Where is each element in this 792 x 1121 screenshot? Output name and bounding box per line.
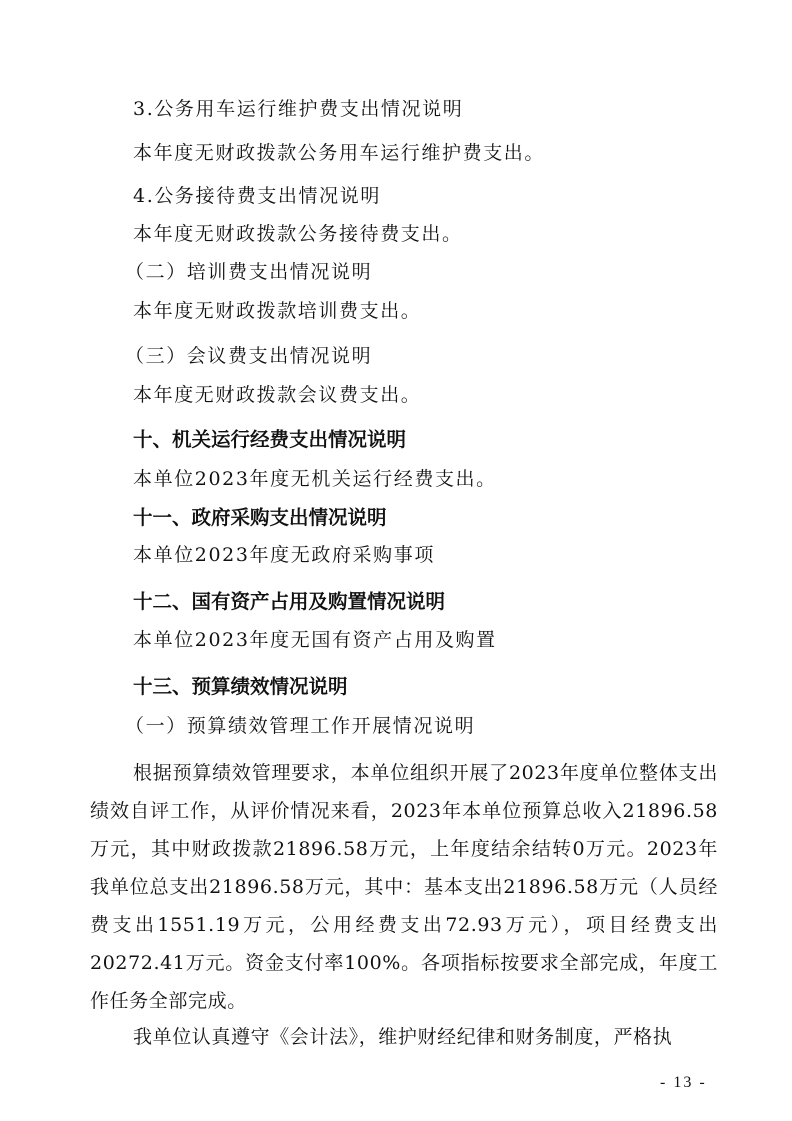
subsection-official-vehicle-text: 本年度无财政拨款公务用车运行维护费支出。 — [133, 142, 546, 164]
section-10-text: 本单位2023年度无机关运行经费支出。 — [133, 468, 497, 490]
performance-paragraph-text: 根据预算绩效管理要求，本单位组织开展了2023年度单位整体支出绩效自评工作，从评价情况来看，2023年本单位预算总收入21896.58万元，其中财政拨款21896.58万元，上年度结余结转0万元。2023年我单位总支出21896.58万元，其中：基本支出21896.58万元（人员经费支出1551.19万元，公用经费支出72.93万元），项目经费支出20272.41万元。资金支付率100%。各项指标按要求全部完成，年度工作任务全部完成。 — [90, 762, 718, 1012]
compliance-paragraph — [90, 1018, 718, 1056]
subsection-training-text: 本年度无财政拨款培训费支出。 — [133, 300, 422, 322]
section-12-text: 本单位2023年度无国有资产占用及购置 — [133, 629, 497, 651]
subsection-meeting-heading: （三）会议费支出情况说明 — [125, 345, 373, 367]
subsection-training-heading: （二）培训费支出情况说明 — [125, 261, 373, 283]
subsection-performance-heading: （一）预算绩效管理工作开展情况说明 — [125, 715, 476, 737]
subsection-meeting-text: 本年度无财政拨款会议费支出。 — [133, 384, 422, 406]
page-number: - 13 - — [660, 1074, 707, 1091]
subsection-reception-heading: 4.公务接待费支出情况说明 — [133, 185, 381, 207]
section-12-heading: 十二、国有资产占用及购置情况说明 — [133, 590, 446, 613]
section-10-heading: 十、机关运行经费支出情况说明 — [133, 428, 407, 451]
subsection-official-vehicle-heading: 3.公务用车运行维护费支出情况说明 — [133, 98, 464, 120]
subsection-reception-text: 本年度无财政拨款公务接待费支出。 — [133, 223, 463, 245]
compliance-paragraph-text: 我单位认真遵守《会计法》，维护财经纪律和财务制度，严格执 — [133, 1026, 673, 1048]
section-11-heading: 十一、政府采购支出情况说明 — [133, 506, 387, 529]
performance-paragraph — [90, 754, 718, 1020]
section-13-heading: 十三、预算绩效情况说明 — [133, 675, 348, 698]
section-11-text: 本单位2023年度无政府采购事项 — [133, 544, 435, 566]
